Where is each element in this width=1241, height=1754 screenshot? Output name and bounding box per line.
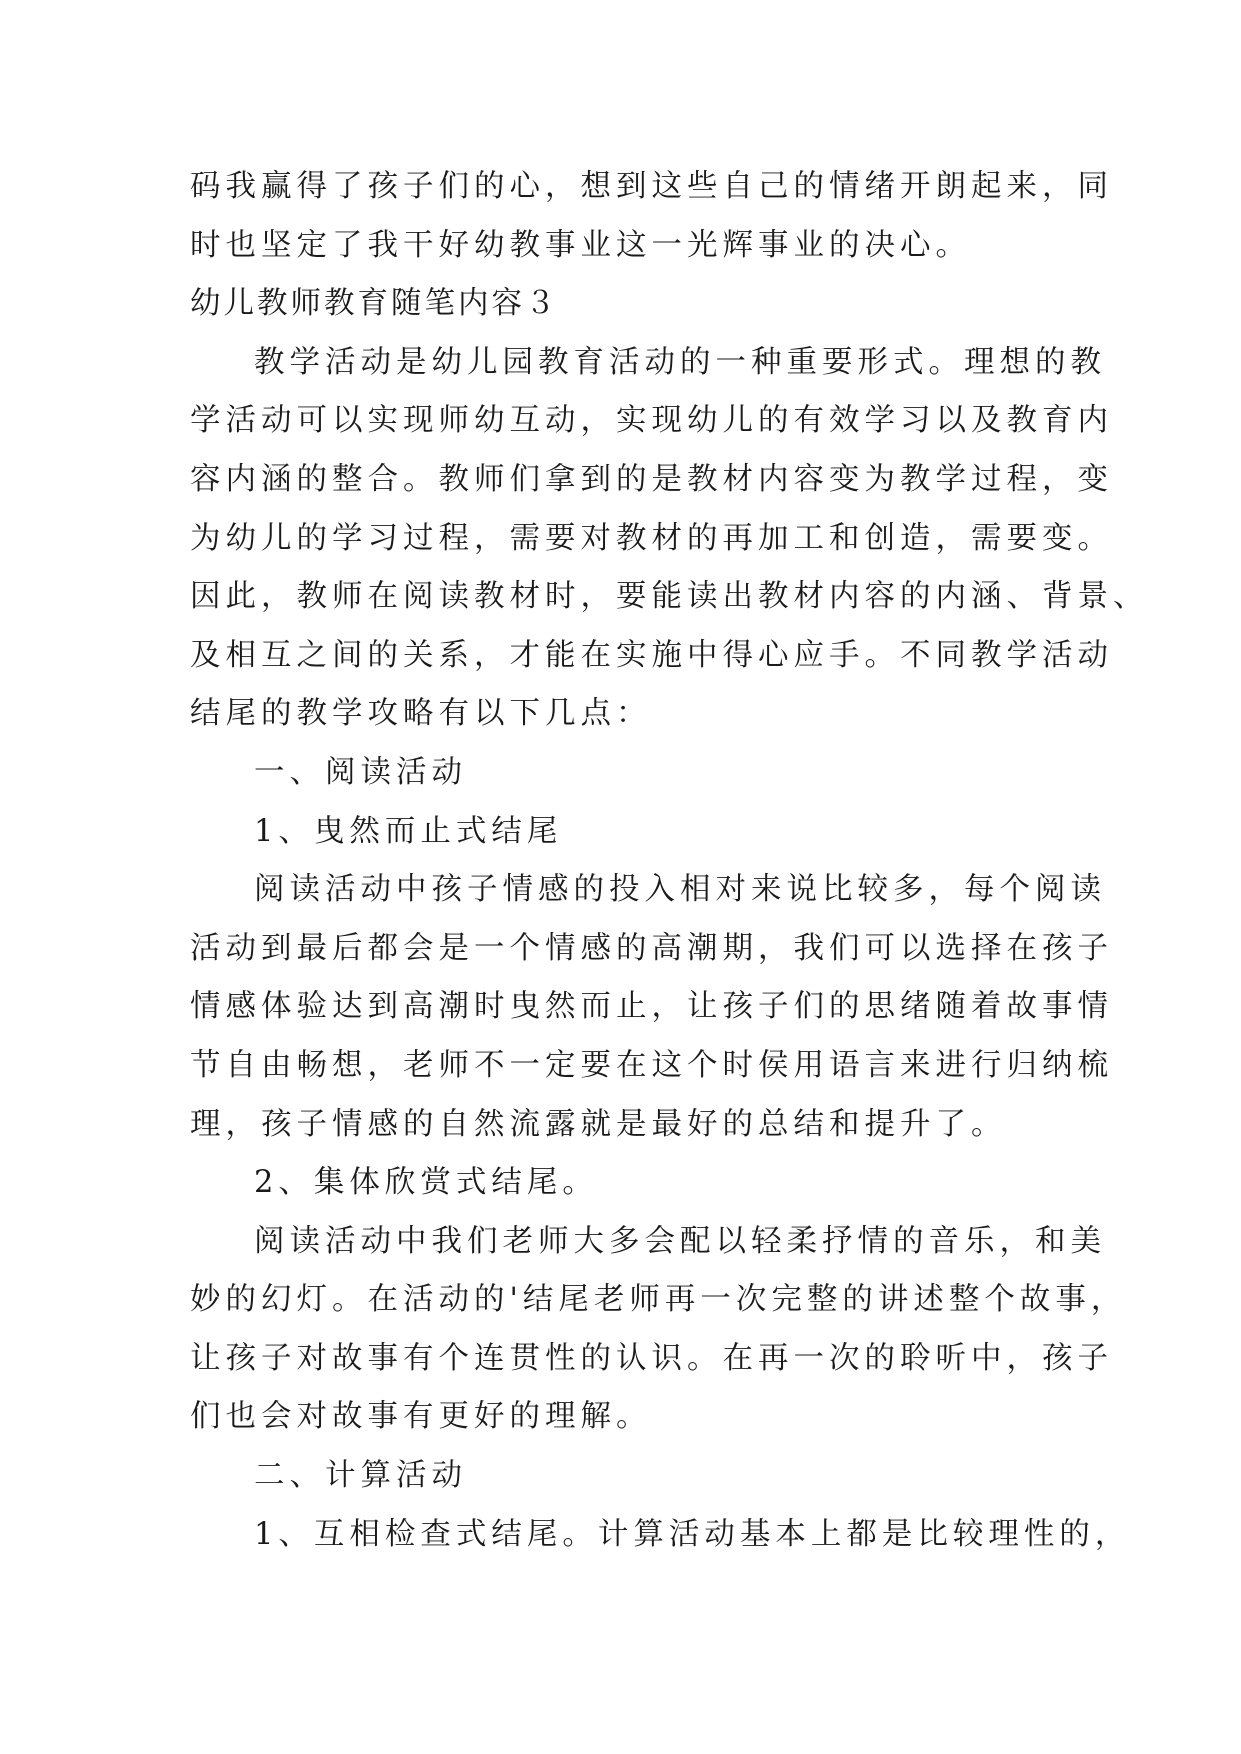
text-line: 们也会对故事有更好的理解。 xyxy=(190,1399,652,1435)
text-line: 让孩子对故事有个连贯性的认识。在再一次的聆听中，孩子 xyxy=(190,1340,1113,1376)
document-body xyxy=(190,158,1149,1564)
text-line: 因此，教师在阅读教材时，要能读出教材内容的内涵、背景、 xyxy=(190,579,1149,615)
text-line: 容内涵的整合。教师们拿到的是教材内容变为教学过程，变 xyxy=(190,461,1113,497)
text-line: 教学活动是幼儿园教育活动的一种重要形式。理想的教 xyxy=(254,344,1106,380)
text-line: 1、互相检查式结尾。计算活动基本上都是比较理性的， xyxy=(254,1516,1131,1552)
text-line: 妙的幻灯。在活动的'结尾老师再一次完整的讲述整个故事， xyxy=(190,1282,1127,1318)
subheading: 二、计算活动 xyxy=(254,1458,467,1494)
text-line: 活动到最后都会是一个情感的高潮期，我们可以选择在孩子 xyxy=(190,930,1113,966)
text-line: 理，孩子情感的自然流露就是最好的总结和提升了。 xyxy=(190,1106,1007,1142)
text-line: 码我赢得了孩子们的心，想到这些自己的情绪开朗起来，同 xyxy=(190,169,1113,204)
text-line: 阅读活动中孩子情感的投入相对来说比较多，每个阅读 xyxy=(254,872,1106,908)
subheading: 2、集体欣赏式结尾。 xyxy=(254,1165,598,1201)
text-line: 时也坚定了我干好幼教事业这一光辉事业的决心。 xyxy=(190,227,971,263)
text-line: 节自由畅想，老师不一定要在这个时侯用语言来进行归纳梳 xyxy=(190,1047,1113,1083)
text-line: 情感体验达到高潮时曳然而止，让孩子们的思绪随着故事情 xyxy=(190,989,1113,1025)
text-line: 为幼儿的学习过程，需要对教材的再加工和创造，需要变。 xyxy=(190,520,1113,556)
subheading: 1、曳然而止式结尾 xyxy=(254,813,563,849)
text-line: 及相互之间的关系，才能在实施中得心应手。不同教学活动 xyxy=(190,637,1113,673)
text-line: 阅读活动中我们老师大多会配以轻柔抒情的音乐，和美 xyxy=(254,1223,1106,1259)
section-heading: 幼儿教师教育随笔内容３ xyxy=(190,286,559,322)
subheading: 一、阅读活动 xyxy=(254,754,467,790)
text-line: 结尾的教学攻略有以下几点： xyxy=(190,696,652,732)
text-line: 学活动可以实现师幼互动，实现幼儿的有效学习以及教育内 xyxy=(190,403,1113,439)
